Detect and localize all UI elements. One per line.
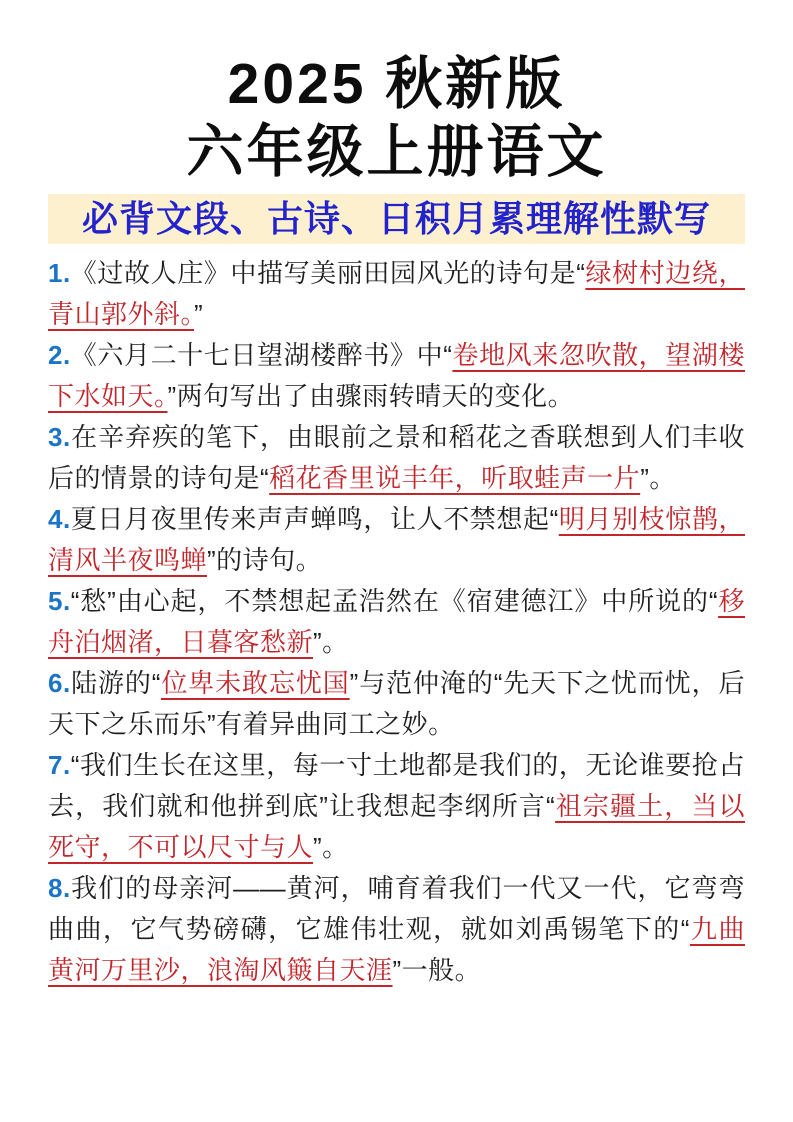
list-item — [48, 499, 745, 581]
item-text — [48, 504, 745, 575]
page-title-line-1: 2025 秋新版 — [227, 52, 566, 116]
item-text — [48, 750, 745, 862]
item-number: 2. — [48, 340, 71, 370]
question-text: ”。 — [313, 832, 349, 862]
list-item — [48, 253, 745, 335]
question-text: ”。 — [313, 627, 349, 657]
item-number: 4. — [48, 504, 71, 534]
question-text: ” — [194, 299, 204, 329]
item-text — [48, 586, 745, 657]
question-text: 《过故人庄》中描写美丽田园风光的诗句是“ — [70, 258, 586, 288]
item-number: 7. — [48, 750, 71, 780]
item-number: 1. — [48, 258, 71, 288]
question-text: ”两句写出了由骤雨转晴天的变化。 — [167, 381, 575, 411]
question-text: 在辛弃疾的笔下，由眼前之景和稻花之香联想到人们丰收后的情景的诗句是“ — [48, 422, 745, 493]
question-text: ”与范仲淹的“先天下之忧而忧，后天下之乐而乐”有着异曲同工之妙。 — [48, 668, 745, 739]
question-text: 陆游的“ — [70, 668, 161, 698]
question-text: 我们的母亲河——黄河，哺育着我们一代又一代，它弯弯曲曲，它气势磅礴，它雄伟壮观，就如刘禹锡笔下的“ — [48, 873, 745, 944]
question-text: 《六月二十七日望湖楼醉书》中“ — [70, 340, 453, 370]
answer-text: 卷地风来忽吹散，望湖楼下水如天。 — [48, 340, 745, 411]
item-number: 5. — [48, 586, 71, 616]
list-item — [48, 745, 745, 868]
answer-text: 绿树村边绕，青山郭外斜。 — [48, 258, 745, 329]
item-number: 3. — [48, 422, 71, 452]
answer-text: 位卑未敢忘忧国 — [160, 668, 350, 698]
question-text: ”一般。 — [392, 955, 482, 985]
list-item — [48, 581, 745, 663]
question-text: “我们生长在这里，每一寸土地都是我们的，无论谁要抢占去，我们就和他拼到底”让我想起李纲所言“ — [48, 750, 745, 821]
item-text — [48, 668, 745, 739]
list-item — [48, 417, 745, 499]
answer-text: 移舟泊烟渚，日暮客愁新 — [48, 586, 745, 657]
list-item — [48, 663, 745, 745]
question-text: 夏日月夜里传来声声蝉鸣，让人不禁想起“ — [70, 504, 559, 534]
item-text — [48, 258, 745, 329]
answer-text: 明月别枝惊鹊，清风半夜鸣蝉 — [48, 504, 745, 575]
list-item — [48, 868, 745, 991]
page-title-line-2: 六年级上册语文 — [186, 120, 607, 184]
list-item — [48, 335, 745, 417]
answer-text: 稻花香里说丰年，听取蛙声一片 — [269, 463, 641, 493]
item-number: 6. — [48, 668, 71, 698]
item-list — [48, 253, 745, 991]
question-text: ”。 — [640, 463, 676, 493]
item-number: 8. — [48, 873, 71, 903]
item-text — [48, 340, 745, 411]
item-text — [48, 873, 745, 985]
item-text — [48, 422, 745, 493]
answer-text: 祖宗疆土，当以死守，不可以尺寸与人 — [48, 791, 745, 862]
answer-text: 九曲黄河万里沙，浪淘风簸自天涯 — [48, 914, 745, 985]
question-text: ”的诗句。 — [207, 545, 323, 575]
question-text: “愁”由心起，不禁想起孟浩然在《宿建德江》中所说的“ — [70, 586, 719, 616]
section-banner: 必背文段、古诗、日积月累理解性默写 — [48, 194, 745, 244]
